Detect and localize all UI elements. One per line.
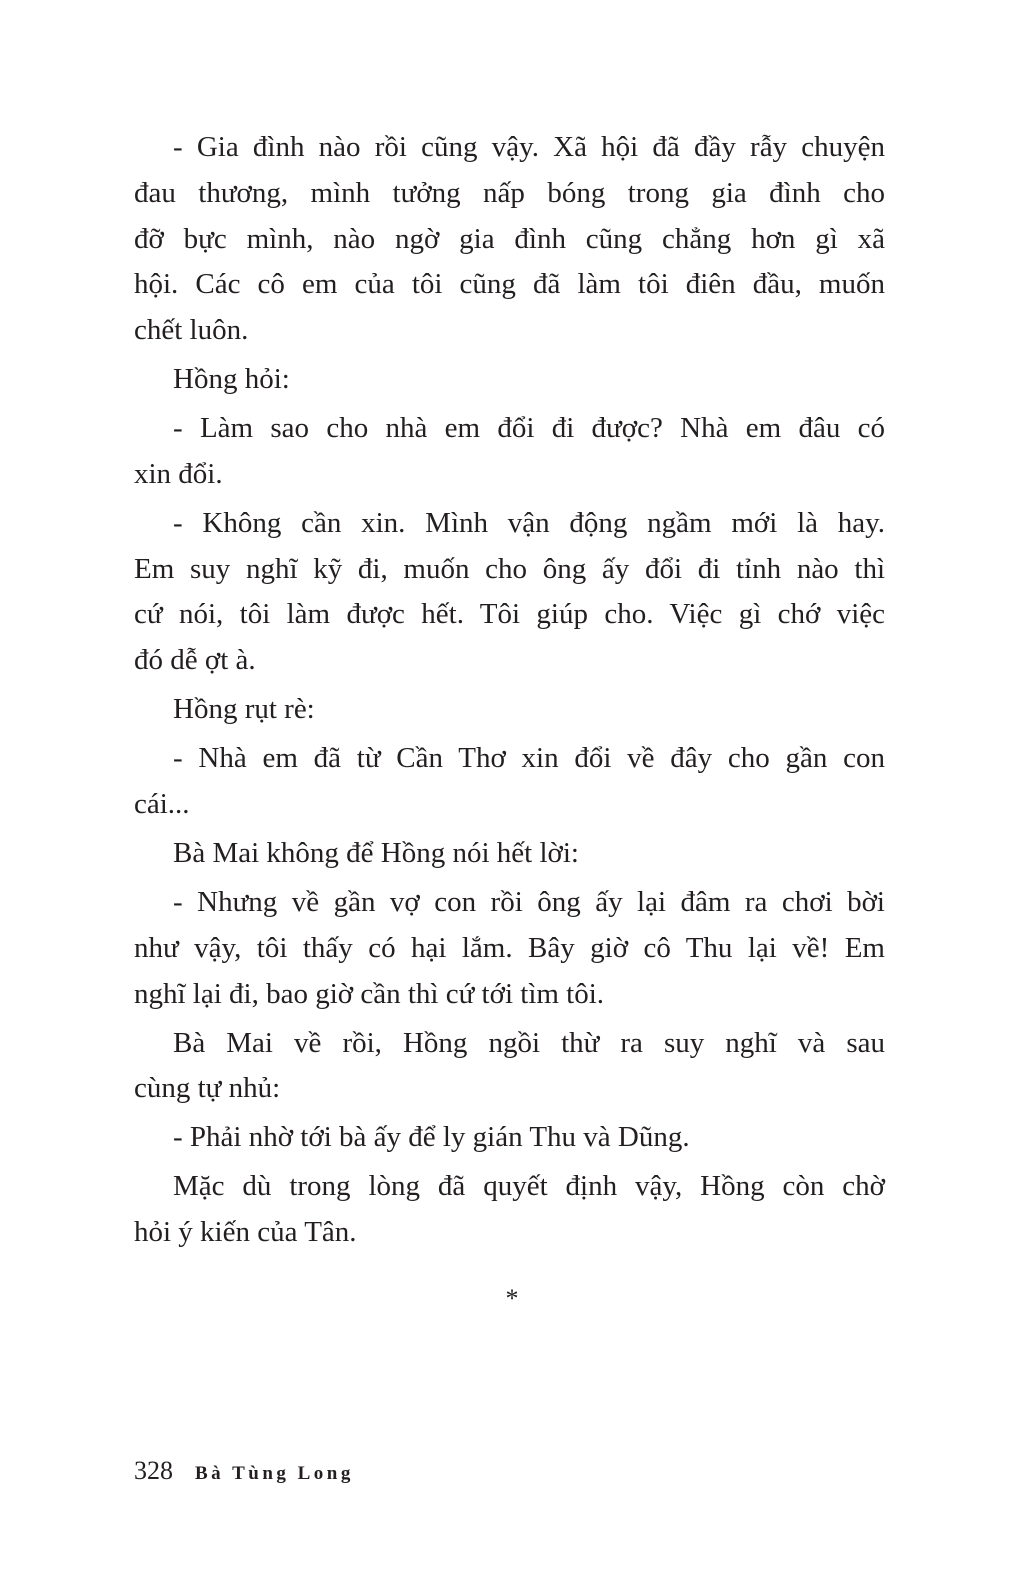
text-line: cái...	[134, 787, 190, 820]
paragraph	[134, 501, 885, 684]
paragraph	[134, 736, 885, 828]
text-line: Em suy nghĩ kỹ đi, muốn cho ông ấy đổi đi tỉnh nào thì	[134, 552, 885, 585]
paragraph	[134, 1115, 885, 1161]
text-line: hỏi ý kiến của Tân.	[134, 1216, 357, 1249]
paragraph	[134, 357, 885, 403]
text-line: - Không cần xin. Mình vận động ngầm mới là hay.	[173, 506, 885, 539]
paragraph	[134, 831, 885, 877]
section-separator: *	[505, 1284, 519, 1313]
text-line: - Nhà em đã từ Cần Thơ xin đổi về đây cho gần con	[173, 742, 885, 775]
text-line: cùng tự nhủ:	[134, 1072, 281, 1105]
page-footer	[134, 1456, 354, 1486]
paragraph	[134, 880, 885, 1017]
text-line: Mặc dù trong lòng đã quyết định vậy, Hồng còn chờ	[173, 1170, 885, 1203]
text-line: Hồng rụt rè:	[173, 693, 315, 726]
text-line: cứ nói, tôi làm được hết. Tôi giúp cho. Việc gì chớ việc	[134, 598, 885, 631]
text-line: Bà Mai không để Hồng nói hết lời:	[173, 837, 579, 870]
text-line: - Phải nhờ tới bà ấy để ly gián Thu và Dũng.	[173, 1121, 690, 1154]
running-author: Bà Tùng Long	[195, 1463, 354, 1484]
text-line: xin đổi.	[134, 457, 223, 490]
text-line: như vậy, tôi thấy có hại lắm. Bây giờ cô Thu lại về! Em	[134, 931, 885, 964]
text-line: đó dễ ợt à.	[134, 644, 256, 677]
text-line: chết luôn.	[134, 314, 249, 346]
paragraph	[134, 687, 885, 733]
text-line: đau thương, mình tưởng nấp bóng trong gia đình cho	[134, 176, 885, 209]
text-line: Bà Mai về rồi, Hồng ngồi thừ ra suy nghĩ và sau	[173, 1026, 885, 1059]
text-line: - Làm sao cho nhà em đổi đi được? Nhà em đâu có	[173, 412, 885, 445]
paragraph	[134, 406, 885, 498]
text-line: đỡ bực mình, nào ngờ gia đình cũng chẳng hơn gì xã	[134, 222, 885, 255]
body-text	[134, 125, 885, 1259]
page-number: 328	[134, 1456, 173, 1485]
paragraph	[134, 1021, 885, 1113]
text-line: - Nhưng về gần vợ con rồi ông ấy lại đâm ra chơi bời	[173, 886, 885, 919]
text-line: nghĩ lại đi, bao giờ cần thì cứ tới tìm tôi.	[134, 977, 605, 1010]
text-line: hội. Các cô em của tôi cũng đã làm tôi điên đầu, muốn	[134, 268, 885, 301]
text-line: Hồng hỏi:	[173, 363, 290, 396]
paragraph	[134, 1164, 885, 1256]
paragraph	[134, 125, 885, 354]
text-line: - Gia đình nào rồi cũng vậy. Xã hội đã đầy rẫy chuyện	[173, 131, 885, 163]
